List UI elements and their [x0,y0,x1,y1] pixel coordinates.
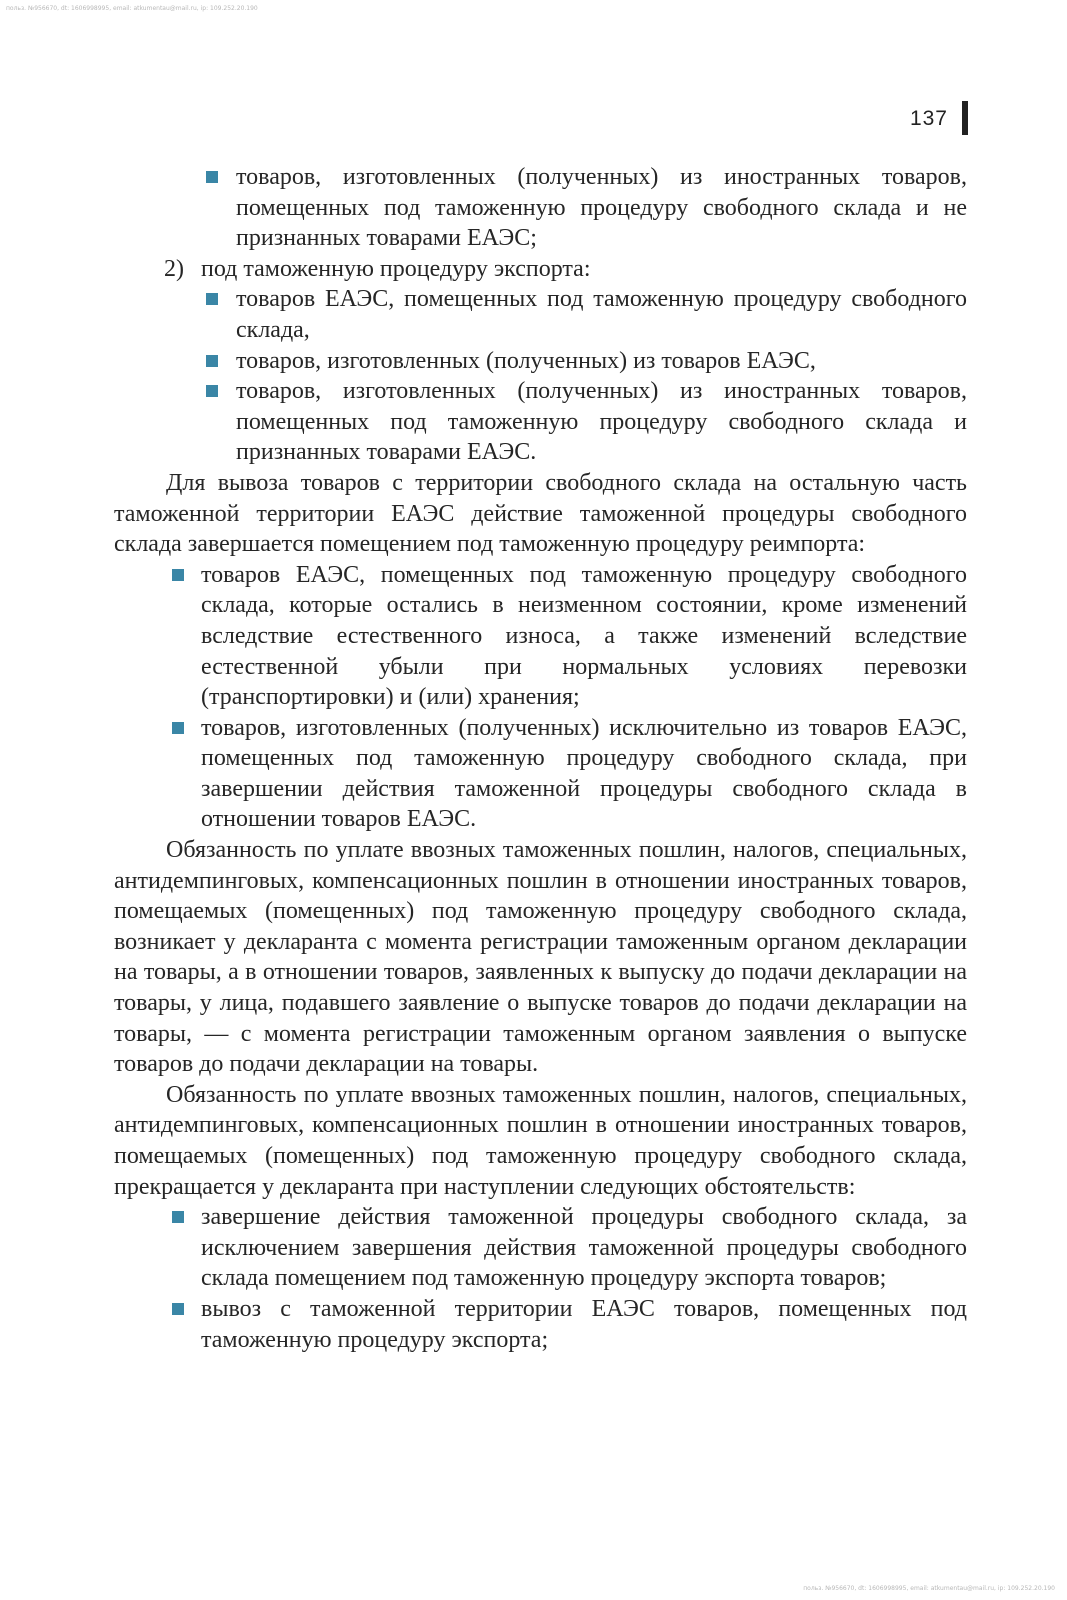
watermark-top: польз. №956670, dt: 1606998995, email: atkumentau@mail.ru, ip: 109.252.20.190 [6,5,258,12]
list-item [114,376,967,468]
list-item-text: товаров, изготовленных (полученных) из иностранных товаров, помещенных под таможенную процедуру свободного склада и признанных товарами ЕАЭС. [236,378,967,466]
list-item-text: завершение действия таможенной процедуры свободного склада, за исключением завершения действия таможенной процедуры свободного склада помещением под таможенную процедуру экспорта товаров; [201,1204,967,1292]
paragraph: Обязанность по уплате ввозных таможенных пошлин, налогов, специальных, антидемпинговых, компенсационных пошлин в отношении иностранных товаров, помещаемых (помещенных) под таможенную процедуру свободного склада, прекращается у декларанта при наступлении следующих обстоятельств: [114,1081,967,1200]
item-number: 2) [164,255,184,282]
watermark-bottom: польз. №956670, dt: 1606998995, email: atkumentau@mail.ru, ip: 109.252.20.190 [803,1585,1055,1592]
square-bullet-icon [206,171,218,183]
list-item [114,713,967,835]
list-item [114,346,967,377]
numbered-item [114,254,967,285]
square-bullet-icon [206,355,218,367]
list-item [114,162,967,254]
list-item-text: товаров, изготовленных (полученных) исключительно из товаров ЕАЭС, помещенных под таможенную процедуру свободного склада, при завершении действия таможенной процедуры свободного склада в отношении товаров ЕАЭС. [201,714,967,833]
list-item-text: вывоз с таможенной территории ЕАЭС товаров, помещенных под таможенную процедуру экспорта; [201,1295,967,1353]
list-item [114,1202,967,1294]
list-item-text: товаров ЕАЭС, помещенных под таможенную процедуру свободного склада, [236,286,967,343]
page-number: 137 [909,107,948,130]
numbered-item-text: под таможенную процедуру экспорта: [201,255,591,282]
square-bullet-icon [172,722,184,734]
list-item [114,1294,967,1355]
list-item [114,560,967,713]
square-bullet-icon [172,1303,184,1315]
square-bullet-icon [206,293,218,305]
list-item-text: товаров ЕАЭС, помещенных под таможенную процедуру свободного склада, которые остались в неизменном состоянии, кроме изменений вследствие естественного износа, а также изменений вследствие естественной убыли при нормальных условиях перевозки (транспортировки) и (или) хранения; [201,561,967,711]
paragraph: Для вывоза товаров с территории свободного склада на остальную часть таможенной территории ЕАЭС действие таможенной процедуры свободного склада завершается помещением под таможенную процедуру реимпорта: [114,469,967,558]
paragraph: Обязанность по уплате ввозных таможенных пошлин, налогов, специальных, антидемпинговых, компенсационных пошлин в отношении иностранных товаров, помещаемых (помещенных) под таможенную процедуру свободного склада, возникает у декларанта с момента регистрации таможенным органом декларации на товары, а в отношении товаров, заявленных к выпуску до подачи декларации на товары, у лица, подавшего заявление о выпуске товаров до подачи декларации на товары, — с момента регистрации таможенным органом заявления о выпуске товаров до подачи декларации на товары. [114,837,967,1078]
page-body [114,162,967,1355]
page-number-bar [962,101,968,135]
list-item [114,284,967,345]
square-bullet-icon [206,385,218,397]
list-item-text: товаров, изготовленных (полученных) из иностранных товаров, помещенных под таможенную процедуру свободного склада и не признанных товарами ЕАЭС; [236,164,967,252]
list-item-text: товаров, изготовленных (полученных) из товаров ЕАЭС, [236,347,816,374]
square-bullet-icon [172,1211,184,1223]
square-bullet-icon [172,569,184,581]
